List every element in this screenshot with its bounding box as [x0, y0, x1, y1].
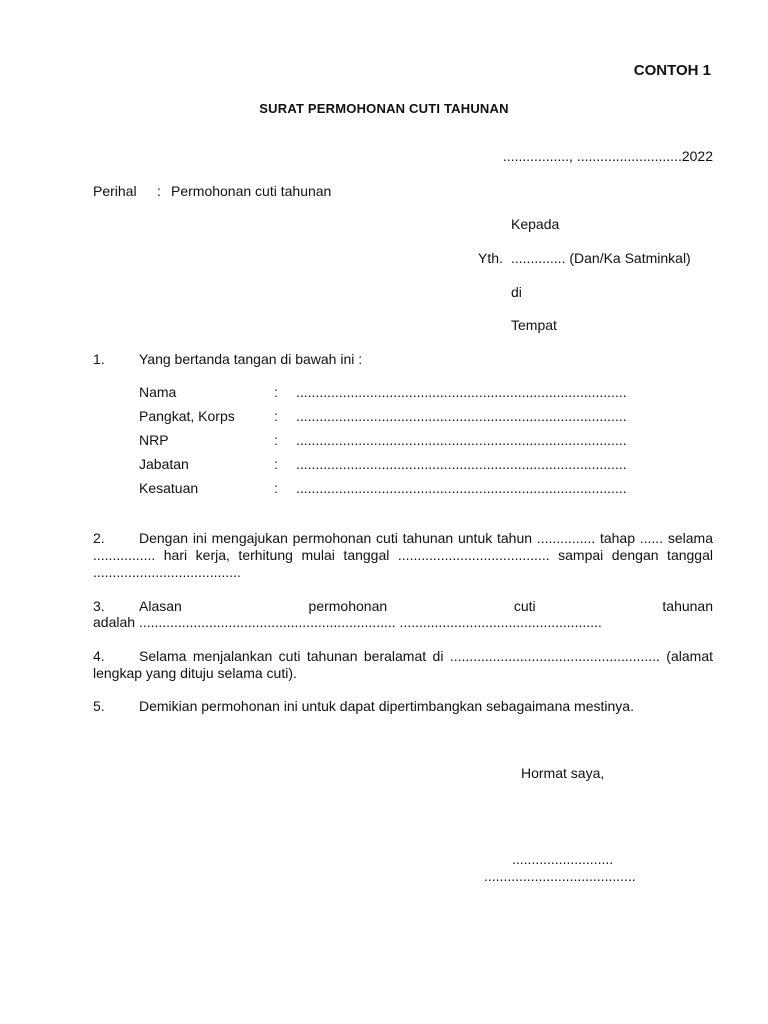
- recipient-kepada: Kepada: [511, 216, 560, 232]
- subject-value: Permohonan cuti tahunan: [171, 183, 332, 199]
- field-unit-colon: :: [274, 480, 278, 496]
- field-rank-label: Pangkat, Korps: [139, 408, 235, 424]
- date-line: ................., ...........................2022: [502, 148, 713, 164]
- section-4-number: 4.: [93, 648, 105, 664]
- section-3-number: 3.: [93, 598, 105, 614]
- recipient-yth: Yth.: [478, 250, 503, 266]
- section-4-paragraph: [93, 648, 713, 682]
- field-unit-label: Kesatuan: [139, 480, 199, 496]
- section-3-number-and-word: [93, 598, 182, 614]
- section-2-paragraph: [93, 530, 713, 581]
- section-5-text: Demikian permohonan ini untuk dapat dipertimbangkan sebagaimana mestinya.: [139, 698, 634, 714]
- subject-label: Perihal: [93, 183, 137, 199]
- signature-line: ..........................: [512, 851, 614, 867]
- field-position-label: Jabatan: [139, 456, 189, 472]
- section-5-number: 5.: [93, 698, 105, 714]
- field-nrp-label: NRP: [139, 432, 169, 448]
- section-3-word-4: tahunan: [662, 598, 713, 614]
- recipient-addressee: .............. (Dan/Ka Satminkal): [511, 250, 691, 266]
- field-nrp-colon: :: [274, 432, 278, 448]
- field-unit-value: .....................................................................................: [296, 480, 627, 496]
- field-rank-colon: :: [274, 408, 278, 424]
- closing-greeting: Hormat saya,: [521, 765, 605, 781]
- field-position-colon: :: [274, 456, 278, 472]
- recipient-di: di: [511, 284, 522, 300]
- recipient-tempat: Tempat: [511, 317, 557, 333]
- section-3-word-3: cuti: [513, 598, 536, 614]
- letter-title: SURAT PERMOHONAN CUTI TAHUNAN: [259, 101, 509, 116]
- field-nrp-value: .....................................................................................: [296, 432, 627, 448]
- section-2-text: Dengan ini mengajukan permohonan cuti tahunan untuk tahun ............... tahap ...... selama ................ hari kerja, terhitung mulai tanggal ....................................... sampai dengan tanggal ......................................: [93, 530, 713, 580]
- section-4-text: Selama menjalankan cuti tahunan beralamat di ...................................................... (alamat lengkap yang dituju selama cuti).: [93, 648, 713, 681]
- section-2-number: 2.: [93, 530, 105, 546]
- subject-colon: :: [157, 183, 161, 199]
- section-3-word-1: Alasan: [139, 598, 182, 614]
- section-3-word-2: permohonan: [308, 598, 388, 614]
- section-3-second-line: adalah .................................................................. ....................................................: [93, 614, 602, 630]
- section-3-paragraph: [93, 598, 713, 631]
- sample-label: CONTOH 1: [633, 62, 711, 79]
- signer-name-line: .......................................: [484, 868, 636, 884]
- section-1-number: 1.: [93, 351, 105, 367]
- field-name-colon: :: [274, 384, 278, 400]
- field-position-value: .....................................................................................: [296, 456, 627, 472]
- section-1-text: Yang bertanda tangan di bawah ini :: [139, 351, 363, 367]
- section-3-first-line: [93, 598, 713, 614]
- field-name-label: Nama: [139, 384, 177, 400]
- field-rank-value: .....................................................................................: [296, 408, 627, 424]
- field-name-value: .....................................................................................: [296, 384, 627, 400]
